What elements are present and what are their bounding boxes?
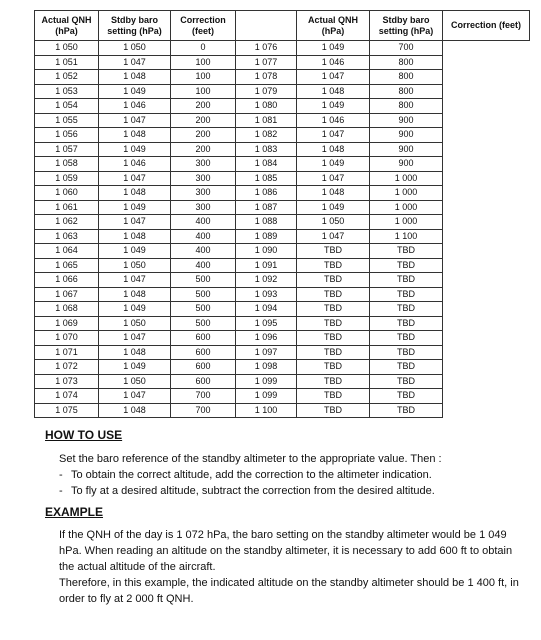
cell-stdby-baro: 1 047 xyxy=(99,273,171,288)
cell-stdby-baro: TBD xyxy=(297,302,370,317)
cell-actual-qnh: 1 063 xyxy=(35,229,99,244)
cell-stdby-baro: TBD xyxy=(297,287,370,302)
cell-stdby-baro: 1 048 xyxy=(99,186,171,201)
cell-correction: 400 xyxy=(171,215,236,230)
cell-actual-qnh: 1 085 xyxy=(236,171,297,186)
cell-actual-qnh: 1 100 xyxy=(236,403,297,418)
table-row xyxy=(35,157,530,172)
cell-stdby-baro: 1 048 xyxy=(99,70,171,85)
cell-stdby-baro: 1 049 xyxy=(297,157,370,172)
cell-correction: 200 xyxy=(171,142,236,157)
header-stdby-baro: Stdby baro setting (hPa) xyxy=(370,11,443,41)
cell-actual-qnh: 1 084 xyxy=(236,157,297,172)
cell-actual-qnh: 1 082 xyxy=(236,128,297,143)
cell-actual-qnh: 1 094 xyxy=(236,302,297,317)
cell-stdby-baro: 1 050 xyxy=(99,41,171,56)
cell-stdby-baro: 1 048 xyxy=(99,128,171,143)
cell-actual-qnh: 1 065 xyxy=(35,258,99,273)
table-row xyxy=(35,99,530,114)
cell-actual-qnh: 1 059 xyxy=(35,171,99,186)
cell-correction: TBD xyxy=(370,302,443,317)
cell-stdby-baro: 1 048 xyxy=(99,345,171,360)
cell-stdby-baro: TBD xyxy=(297,273,370,288)
cell-correction: 800 xyxy=(370,84,443,99)
cell-actual-qnh: 1 096 xyxy=(236,331,297,346)
table-row xyxy=(35,215,530,230)
cell-actual-qnh: 1 097 xyxy=(236,345,297,360)
cell-actual-qnh: 1 089 xyxy=(236,229,297,244)
cell-correction: TBD xyxy=(370,389,443,404)
cell-correction: 800 xyxy=(370,99,443,114)
cell-correction: 900 xyxy=(370,157,443,172)
cell-actual-qnh: 1 077 xyxy=(236,55,297,70)
cell-actual-qnh: 1 056 xyxy=(35,128,99,143)
cell-stdby-baro: TBD xyxy=(297,258,370,273)
cell-correction: 500 xyxy=(171,302,236,317)
cell-stdby-baro: 1 050 xyxy=(297,215,370,230)
cell-stdby-baro: 1 048 xyxy=(99,229,171,244)
cell-correction: 400 xyxy=(171,258,236,273)
cell-correction: 700 xyxy=(370,41,443,56)
table-row xyxy=(35,171,530,186)
cell-correction: 800 xyxy=(370,70,443,85)
table-row xyxy=(35,403,530,418)
cell-actual-qnh: 1 098 xyxy=(236,360,297,375)
bullet-text: To obtain the correct altitude, add the correction to the altimeter indication. xyxy=(71,469,432,481)
table-row xyxy=(35,258,530,273)
cell-stdby-baro: 1 049 xyxy=(99,360,171,375)
cell-actual-qnh: 1 070 xyxy=(35,331,99,346)
cell-actual-qnh: 1 090 xyxy=(236,244,297,259)
cell-correction: 600 xyxy=(171,331,236,346)
cell-correction: 300 xyxy=(171,157,236,172)
cell-correction: TBD xyxy=(370,374,443,389)
cell-stdby-baro: TBD xyxy=(297,331,370,346)
cell-stdby-baro: 1 047 xyxy=(297,171,370,186)
cell-actual-qnh: 1 071 xyxy=(35,345,99,360)
table-row xyxy=(35,273,530,288)
cell-correction: 600 xyxy=(171,360,236,375)
cell-actual-qnh: 1 069 xyxy=(35,316,99,331)
table-row xyxy=(35,389,530,404)
cell-stdby-baro: 1 050 xyxy=(99,374,171,389)
cell-stdby-baro: 1 046 xyxy=(99,99,171,114)
example-conclusion: Therefore, in this example, the indicated altitude on the standby altimeter should be 1 400 ft, in order to fly at 2 000 ft QNH. xyxy=(59,577,519,605)
cell-stdby-baro: 1 049 xyxy=(99,142,171,157)
cell-correction: TBD xyxy=(370,360,443,375)
table-row xyxy=(35,229,530,244)
bullet-dash: - xyxy=(59,485,63,497)
table-row xyxy=(35,316,530,331)
cell-correction: TBD xyxy=(370,345,443,360)
cell-stdby-baro: TBD xyxy=(297,345,370,360)
table-row xyxy=(35,55,530,70)
cell-actual-qnh: 1 091 xyxy=(236,258,297,273)
cell-stdby-baro: 1 046 xyxy=(297,55,370,70)
cell-actual-qnh: 1 058 xyxy=(35,157,99,172)
cell-stdby-baro: TBD xyxy=(297,403,370,418)
how-to-use-heading: HOW TO USE xyxy=(45,428,123,442)
cell-actual-qnh: 1 061 xyxy=(35,200,99,215)
cell-correction: 600 xyxy=(171,374,236,389)
cell-actual-qnh: 1 093 xyxy=(236,287,297,302)
cell-actual-qnh: 1 054 xyxy=(35,99,99,114)
table-row xyxy=(35,128,530,143)
cell-stdby-baro: 1 048 xyxy=(297,142,370,157)
cell-actual-qnh: 1 064 xyxy=(35,244,99,259)
table-row xyxy=(35,84,530,99)
cell-actual-qnh: 1 078 xyxy=(236,70,297,85)
cell-actual-qnh: 1 055 xyxy=(35,113,99,128)
cell-correction: 200 xyxy=(171,99,236,114)
table-row xyxy=(35,345,530,360)
cell-actual-qnh: 1 050 xyxy=(35,41,99,56)
cell-correction: TBD xyxy=(370,403,443,418)
cell-actual-qnh: 1 066 xyxy=(35,273,99,288)
cell-correction: 200 xyxy=(171,128,236,143)
example-heading: EXAMPLE xyxy=(45,505,104,519)
cell-correction: 900 xyxy=(370,128,443,143)
cell-stdby-baro: TBD xyxy=(297,389,370,404)
cell-actual-qnh: 1 099 xyxy=(236,389,297,404)
cell-actual-qnh: 1 081 xyxy=(236,113,297,128)
table-row xyxy=(35,331,530,346)
cell-actual-qnh: 1 068 xyxy=(35,302,99,317)
cell-stdby-baro: 1 047 xyxy=(99,55,171,70)
cell-correction: 800 xyxy=(370,55,443,70)
table-row xyxy=(35,41,530,56)
table-row xyxy=(35,374,530,389)
cell-actual-qnh: 1 088 xyxy=(236,215,297,230)
cell-stdby-baro: 1 047 xyxy=(99,171,171,186)
cell-actual-qnh: 1 087 xyxy=(236,200,297,215)
cell-correction: 600 xyxy=(171,345,236,360)
table-row xyxy=(35,113,530,128)
bullet-text: To fly at a desired altitude, subtract the correction from the desired altitude. xyxy=(71,485,435,497)
cell-stdby-baro: 1 049 xyxy=(99,302,171,317)
cell-correction: TBD xyxy=(370,258,443,273)
cell-correction: 1 000 xyxy=(370,200,443,215)
cell-stdby-baro: TBD xyxy=(297,374,370,389)
cell-correction: 1 000 xyxy=(370,215,443,230)
cell-correction: 1 000 xyxy=(370,186,443,201)
table-row xyxy=(35,302,530,317)
cell-stdby-baro: 1 048 xyxy=(297,84,370,99)
cell-stdby-baro: 1 047 xyxy=(297,70,370,85)
table-body xyxy=(35,41,530,418)
cell-actual-qnh: 1 051 xyxy=(35,55,99,70)
cell-actual-qnh: 1 092 xyxy=(236,273,297,288)
cell-correction: 900 xyxy=(370,113,443,128)
cell-stdby-baro: 1 047 xyxy=(297,128,370,143)
cell-actual-qnh: 1 062 xyxy=(35,215,99,230)
cell-stdby-baro: 1 047 xyxy=(99,331,171,346)
cell-stdby-baro: 1 048 xyxy=(297,186,370,201)
cell-stdby-baro: 1 048 xyxy=(99,403,171,418)
cell-correction: 300 xyxy=(171,186,236,201)
cell-correction: TBD xyxy=(370,331,443,346)
cell-actual-qnh: 1 080 xyxy=(236,99,297,114)
cell-correction: 700 xyxy=(171,389,236,404)
table-row xyxy=(35,142,530,157)
cell-correction: 100 xyxy=(171,55,236,70)
baro-correction-table xyxy=(34,10,530,418)
cell-correction: 400 xyxy=(171,229,236,244)
cell-stdby-baro: 1 049 xyxy=(297,99,370,114)
table-row xyxy=(35,200,530,215)
cell-correction: 300 xyxy=(171,171,236,186)
cell-correction: 900 xyxy=(370,142,443,157)
cell-stdby-baro: 1 050 xyxy=(99,258,171,273)
header-actual-qnh: Actual QNH (hPa) xyxy=(35,11,99,41)
cell-stdby-baro: 1 047 xyxy=(99,389,171,404)
cell-actual-qnh: 1 057 xyxy=(35,142,99,157)
cell-stdby-baro: 1 047 xyxy=(99,113,171,128)
cell-correction: 500 xyxy=(171,316,236,331)
cell-stdby-baro: 1 049 xyxy=(99,84,171,99)
cell-stdby-baro: 1 048 xyxy=(99,287,171,302)
cell-stdby-baro: 1 049 xyxy=(297,200,370,215)
cell-correction: 300 xyxy=(171,200,236,215)
cell-actual-qnh: 1 075 xyxy=(35,403,99,418)
cell-correction: TBD xyxy=(370,244,443,259)
cell-correction: 500 xyxy=(171,287,236,302)
cell-actual-qnh: 1 052 xyxy=(35,70,99,85)
example-paragraph: If the QNH of the day is 1 072 hPa, the baro setting on the standby altimeter would be 1 049 hPa. When reading an altitude on the standby altimeter, it is necessary to add 600 ft to obtain the actual altitude of the aircraft. xyxy=(59,529,513,573)
cell-actual-qnh: 1 067 xyxy=(35,287,99,302)
table-header-row xyxy=(35,11,530,41)
cell-stdby-baro: 1 049 xyxy=(297,41,370,56)
cell-actual-qnh: 1 083 xyxy=(236,142,297,157)
table-row xyxy=(35,186,530,201)
cell-stdby-baro: 1 047 xyxy=(99,215,171,230)
cell-correction: 100 xyxy=(171,70,236,85)
table-row xyxy=(35,360,530,375)
cell-correction: 0 xyxy=(171,41,236,56)
cell-correction: 100 xyxy=(171,84,236,99)
cell-stdby-baro: 1 046 xyxy=(99,157,171,172)
cell-actual-qnh: 1 099 xyxy=(236,374,297,389)
cell-correction: TBD xyxy=(370,273,443,288)
cell-stdby-baro: TBD xyxy=(297,316,370,331)
header-actual-qnh: Actual QNH (hPa) xyxy=(297,11,370,41)
cell-correction: 500 xyxy=(171,273,236,288)
table-row xyxy=(35,287,530,302)
how-to-use-bullet xyxy=(59,483,435,499)
cell-actual-qnh: 1 076 xyxy=(236,41,297,56)
cell-actual-qnh: 1 073 xyxy=(35,374,99,389)
cell-actual-qnh: 1 086 xyxy=(236,186,297,201)
header-stdby-baro: Stdby baro setting (hPa) xyxy=(99,11,171,41)
cell-actual-qnh: 1 072 xyxy=(35,360,99,375)
cell-stdby-baro: TBD xyxy=(297,360,370,375)
cell-actual-qnh: 1 074 xyxy=(35,389,99,404)
cell-actual-qnh: 1 079 xyxy=(236,84,297,99)
cell-correction: 400 xyxy=(171,244,236,259)
cell-correction: 200 xyxy=(171,113,236,128)
table-row xyxy=(35,244,530,259)
cell-stdby-baro: 1 049 xyxy=(99,244,171,259)
cell-stdby-baro: 1 050 xyxy=(99,316,171,331)
header-correction: Correction (feet) xyxy=(443,11,530,41)
cell-stdby-baro: 1 047 xyxy=(297,229,370,244)
cell-correction: 1 000 xyxy=(370,171,443,186)
header-correction: Correction (feet) xyxy=(171,11,236,41)
cell-correction: TBD xyxy=(370,316,443,331)
cell-actual-qnh: 1 095 xyxy=(236,316,297,331)
cell-stdby-baro: 1 049 xyxy=(99,200,171,215)
cell-correction: 1 100 xyxy=(370,229,443,244)
cell-actual-qnh: 1 060 xyxy=(35,186,99,201)
how-to-use-bullet xyxy=(59,467,432,483)
bullet-dash: - xyxy=(59,469,63,481)
table-row xyxy=(35,70,530,85)
how-to-use-intro: Set the baro reference of the standby altimeter to the appropriate value. Then : xyxy=(59,453,442,465)
cell-actual-qnh: 1 053 xyxy=(35,84,99,99)
cell-correction: 700 xyxy=(171,403,236,418)
table-column-gap xyxy=(236,11,297,41)
cell-stdby-baro: TBD xyxy=(297,244,370,259)
cell-correction: TBD xyxy=(370,287,443,302)
cell-stdby-baro: 1 046 xyxy=(297,113,370,128)
